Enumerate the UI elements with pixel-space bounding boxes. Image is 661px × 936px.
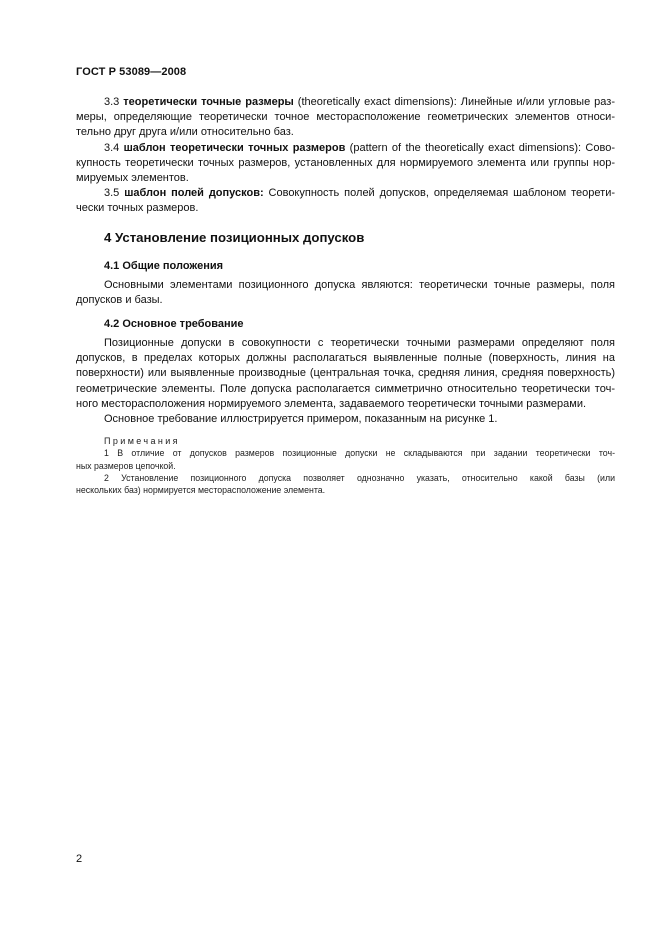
subsection-4-1-line-1: Основными элементами позиционного допуска являются: теоретически точные размеры, поля: [104, 278, 615, 291]
subsection-4-1-heading: 4.1 Общие положения: [104, 259, 224, 272]
subsection-4-2-paragraph: [76, 336, 615, 412]
definition-3-3-line-2: меры, определяющие теоретически точное месторасположение геометрических элементов относи-: [76, 111, 615, 124]
definition-3-5: [76, 186, 615, 216]
subsection-4-2-line-4: геометрические элементы. Поле допуска располагается симметрично относительно теоретически точ-: [76, 382, 615, 395]
document-header: ГОСТ Р 53089—2008: [76, 66, 187, 78]
notes-heading: Примечания: [104, 436, 180, 447]
note-2-line-1: 2 Установление позиционного допуска позволяет однозначно указать, относительно какой базы (или: [104, 473, 615, 484]
definition-3-4-number: 3.4: [104, 141, 124, 154]
subsection-4-2-line-5: ного месторасположения нормируемого элемента, задаваемого теоретически точными размерами.: [76, 397, 587, 410]
subsection-4-1-line-2: допусков и базы.: [76, 293, 163, 306]
subsection-4-2-heading: 4.2 Основное требование: [104, 318, 244, 331]
definition-3-5-text: Совокупность полей допусков, определяемая шаблоном теорети-: [263, 187, 616, 200]
subsection-4-2-line-2: допусков, в пределах которых должны располагаться выявленные полные (поверхность, линия на: [76, 352, 615, 365]
definition-3-4-term: шаблон теоретически точных размеров: [123, 141, 346, 154]
definition-3-4-line-1: [76, 141, 615, 156]
definition-3-5-term: шаблон полей допусков:: [124, 187, 264, 200]
note-1-line-2: ных размеров цепочкой.: [76, 460, 176, 471]
page-number: 2: [76, 853, 83, 865]
note-1: [76, 447, 615, 472]
section-4-heading: 4 Установление позиционных допусков: [104, 229, 365, 245]
document-body: [76, 95, 615, 497]
definition-3-3-line-1: [76, 95, 615, 110]
subsection-4-2-line-3: поверхности) или выявленные производные (центральная точка, средняя линия, средняя поверхность): [76, 367, 615, 380]
subsection-4-2-paragraph-2: [76, 412, 615, 427]
subsection-4-1-paragraph: [76, 278, 615, 308]
definition-3-3-number: 3.3: [104, 96, 124, 108]
definition-3-4-line-2: купность теоретически точных размеров, установленных для нормируемого элемента или группы нор-: [76, 156, 615, 169]
definition-3-4-line-3: мируемых элементов.: [76, 172, 189, 185]
definition-3-5-line-2: чески точных размеров.: [76, 202, 199, 215]
definition-3-3: [76, 95, 615, 141]
definition-3-5-number: 3.5: [104, 187, 125, 200]
definition-3-3-line-3: тельно друг друга и/или относительно баз.: [76, 126, 294, 139]
note-2-line-2: нескольких баз) нормируется месторасположение элемента.: [76, 485, 326, 496]
subsection-4-2-line-1: Позиционные допуски в совокупности с теоретически точными размерами определяют поля: [104, 337, 615, 350]
definition-3-4-text: (pattern of the theoretically exact dimensions): Сово-: [345, 141, 615, 154]
definition-3-3-text: (theoretically exact dimensions): Линейные и/или угловые раз-: [293, 96, 615, 108]
note-1-line-1: 1 В отличие от допусков размеров позиционные допуски не складываются при задании теоретически точ-: [104, 448, 615, 459]
definition-3-4: [76, 141, 615, 187]
definition-3-5-line-1: [76, 186, 615, 201]
definition-3-3-term: теоретически точные размеры: [123, 96, 294, 108]
subsection-4-2-figure-reference: Основное требование иллюстрируется примером, показанным на рисунке 1.: [104, 413, 498, 426]
note-2: [76, 472, 615, 497]
